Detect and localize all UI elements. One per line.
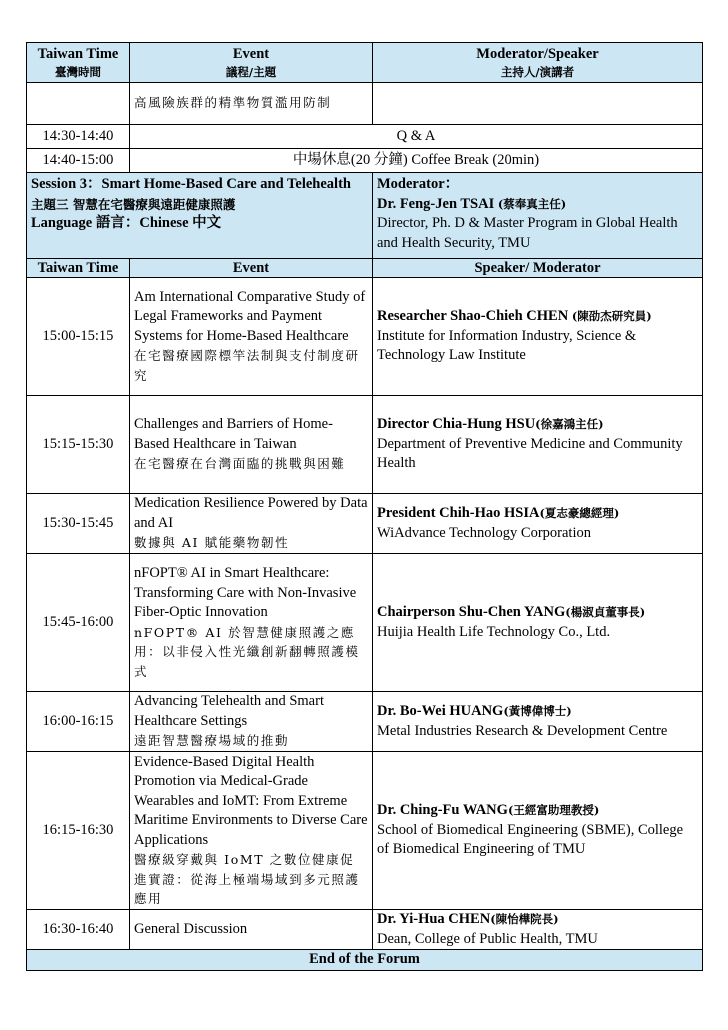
time-cell <box>27 83 130 125</box>
event-zh: 在宅醫療國際標竿法制與支付制度研究 <box>134 348 360 383</box>
speaker-name-zh: (楊淑貞董事長) <box>565 605 646 619</box>
speaker-affiliation: Department of Preventive Medicine and Community Health <box>377 435 683 472</box>
header-speaker <box>373 43 703 83</box>
header-event <box>130 43 373 83</box>
session-language: Language 語言：Chinese 中文 <box>31 214 222 231</box>
speaker-cell <box>373 692 703 752</box>
speaker-name-zh: (陳怡樺院長) <box>490 912 559 926</box>
event-zh: 遠距智慧醫療場域的推動 <box>134 733 290 749</box>
moderator-affiliation: Director, Ph. D & Master Program in Global Health and Health Security, TMU <box>377 215 678 251</box>
speaker-affiliation: Institute for Information Industry, Science & Technology Law Institute <box>377 327 637 364</box>
speaker-name-zh: (陳劭杰研究員) <box>571 309 652 324</box>
header-row <box>27 43 703 83</box>
time-cell: 15:30-15:45 <box>27 494 130 554</box>
speaker-name-zh: (夏志豪總經理) <box>539 506 620 520</box>
event-en: nFOPT® AI in Smart Healthcare: Transforming Care with Non-Invasive Fiber-Optic Innovation <box>134 565 357 620</box>
speaker-affiliation: School of Biomedical Engineering (SBME), College of Biomedical Engineering of TMU <box>377 821 684 858</box>
break-row <box>27 149 703 173</box>
header-event-zh: 議程/主題 <box>225 64 277 79</box>
speaker-name-zh: (黃博偉博士) <box>503 704 572 718</box>
speaker-affiliation: Huijia Health Life Technology Co., Ltd. <box>377 623 611 640</box>
event-en: General Discussion <box>134 920 248 937</box>
moderator-name-zh: (蔡奉真主任) <box>497 196 567 211</box>
speaker-cell <box>373 278 703 396</box>
time-cell: 15:00-15:15 <box>27 278 130 396</box>
table-row <box>27 83 703 125</box>
event-cell <box>130 278 373 396</box>
speaker-name: Director Chia-Hung HSU <box>377 416 536 433</box>
header-event-en: Event <box>232 45 270 62</box>
speaker-cell <box>373 494 703 554</box>
header-speaker-en: Moderator/Speaker <box>476 45 599 62</box>
time-cell: 15:45-16:00 <box>27 554 130 692</box>
speaker-affiliation: Dean, College of Public Health, TMU <box>377 930 598 947</box>
header-speaker-zh: 主持人/演講者 <box>500 64 575 79</box>
subheader-speaker: Speaker/ Moderator <box>373 259 703 278</box>
event-cell <box>130 910 373 950</box>
speaker-cell <box>373 752 703 910</box>
session-title-cell <box>27 173 373 259</box>
event-cell <box>130 396 373 494</box>
table-row <box>27 752 703 910</box>
table-row <box>27 692 703 752</box>
session-moderator-cell <box>373 173 703 259</box>
event-en: Challenges and Barriers of Home-Based Healthcare in Taiwan <box>134 416 333 452</box>
session-title: Session 3：Smart Home-Based Care and Telehealth <box>31 176 351 192</box>
table-row <box>27 554 703 692</box>
header-time-zh: 臺灣時間 <box>55 64 101 79</box>
event-cell <box>130 83 373 125</box>
speaker-name: Chairperson Shu-Chen YANG <box>377 604 566 620</box>
speaker-cell <box>373 910 703 950</box>
table-row <box>27 278 703 396</box>
moderator-label: Moderator： <box>377 176 460 192</box>
header-time <box>27 43 130 83</box>
table-row <box>27 396 703 494</box>
time-cell: 14:30-14:40 <box>27 125 130 149</box>
event-cell <box>130 752 373 910</box>
end-of-forum: End of the Forum <box>27 950 703 971</box>
event-cell <box>130 494 373 554</box>
time-cell: 14:40-15:00 <box>27 149 130 173</box>
speaker-name: Dr. Yi-Hua CHEN <box>377 911 491 927</box>
moderator-name: Dr. Feng-Jen TSAI <box>377 195 495 212</box>
event-zh: 醫療級穿戴與 IoMT 之數位健康促進實證：從海上極端場域到多元照護應用 <box>134 852 360 906</box>
event-zh: 在宅醫療在台灣面臨的挑戰與困難 <box>134 456 346 472</box>
session-header-row <box>27 173 703 259</box>
speaker-affiliation: Metal Industries Research & Development Centre <box>377 722 668 739</box>
time-cell: 16:00-16:15 <box>27 692 130 752</box>
time-cell: 16:15-16:30 <box>27 752 130 910</box>
agenda-table <box>26 42 703 971</box>
event-cell <box>130 692 373 752</box>
event-zh: 高風險族群的精準物質濫用防制 <box>134 95 332 111</box>
event-en: Am International Comparative Study of Legal Frameworks and Payment Systems for Home-Based Healthcare <box>134 288 366 344</box>
time-cell: 15:15-15:30 <box>27 396 130 494</box>
subheader-row <box>27 259 703 278</box>
header-time-en: Taiwan Time <box>37 45 119 62</box>
event-zh: nFOPT® AI 於智慧健康照護之應用：以非侵入性光纖創新翻轉照護模式 <box>134 624 360 679</box>
table-row <box>27 494 703 554</box>
event-en: Evidence-Based Digital Health Promotion via Medical-Grade Wearables and IoMT: From Extreme Maritime Environments to Diverse Care Applications <box>134 753 368 848</box>
speaker-cell <box>373 554 703 692</box>
speaker-name-zh: (王經富助理教授) <box>507 803 600 818</box>
speaker-name-zh: (徐嘉鴻主任) <box>535 417 604 432</box>
break-label: 中場休息(20 分鐘) Coffee Break (20min) <box>130 149 703 173</box>
qa-row <box>27 125 703 149</box>
event-cell <box>130 554 373 692</box>
event-en: Medication Resilience Powered by Data and AI <box>134 495 368 531</box>
event-en: Advancing Telehealth and Smart Healthcare Settings <box>134 693 324 729</box>
qa-label: Q & A <box>130 125 703 149</box>
time-cell: 16:30-16:40 <box>27 910 130 950</box>
table-row <box>27 910 703 950</box>
footer-row <box>27 950 703 971</box>
speaker-cell <box>373 83 703 125</box>
speaker-name: Researcher Shao-Chieh CHEN <box>377 308 569 325</box>
speaker-cell <box>373 396 703 494</box>
session-title-zh: 主題三 智慧在宅醫療與遠距健康照護 <box>31 196 236 212</box>
subheader-time: Taiwan Time <box>27 259 130 278</box>
speaker-name: President Chih-Hao HSIA <box>377 505 540 521</box>
speaker-name: Dr. Ching-Fu WANG <box>377 802 508 819</box>
speaker-affiliation: WiAdvance Technology Corporation <box>377 524 591 541</box>
event-zh: 數據與 AI 賦能藥物韌性 <box>134 535 290 551</box>
speaker-name: Dr. Bo-Wei HUANG <box>377 703 504 719</box>
subheader-event: Event <box>130 259 373 278</box>
